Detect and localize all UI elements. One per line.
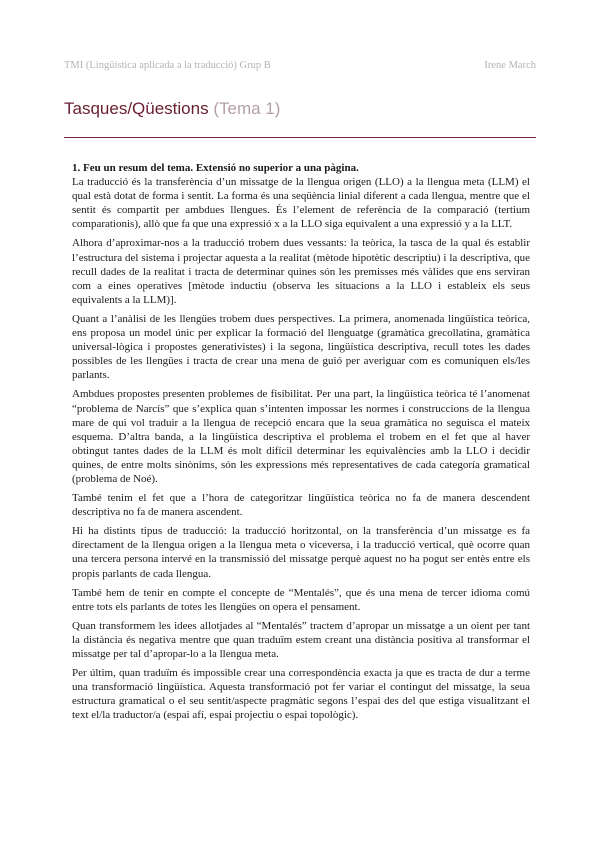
title-divider [64, 137, 536, 138]
paragraph: Quant a l’anàlisi de les llengües trobem dues perspectives. La primera, anomenada lingüística teòrica, ens proposa un model únic per explicar la formació del llenguatge (gramàtica grecollatina, gramàtica universal-lògica i propostes generativistes) i la segona, lingüística descriptiva, recull totes les dades possibles de les llengües i tracta de crear una mena de guió per averiguar com es comuniquen els/les parlants. [72, 312, 530, 382]
paragraph: També tenim el fet que a l’hora de categoritzar lingüística teòrica no fa de manera descendent descriptiva no fa de manera ascendent. [72, 492, 530, 519]
header-author: Irene March [484, 60, 536, 71]
paragraph: La traducció és la transferència d’un missatge de la llengua origen (LLO) a la llengua meta (LLM) el qual està dotat de forma i sentit. La forma és una seqüència linial diferent a cada llengua, mentre que el sentit és compartit per ambdues llengues. És l’element de referència de la comparació (tertium comparationis), allò que fa que una expressió x a la LLO siga equivalent a una expressió y a la LLT. [72, 176, 530, 231]
title-subtitle: (Tema 1) [213, 99, 281, 118]
section-heading: 1. Feu un resum del tema. Extensió no superior a una pàgina. [72, 162, 359, 174]
paragraph: Ambdues propostes presenten problemes de fisibilitat. Per una part, la lingüística teòrica té l’anomenat “problema de Narcís” que s’explica quan s’intenten impossar les normes i construccions de la llengua mare de qui vol traduir a la llengua de recepció encara que la seua gramàtica no seguisca el mateix esquema. D’altra banda, a la lingüística descriptiva el problema el trobem en el fet que al haver obtingut tantes dades de la LLM és molt difícil determinar les equivalències amb la LLO i decidir quines, de entre molts sinònims, són les expressions més representatives de cada categoría gramatical (problema de Noé). [72, 388, 530, 485]
page-header [64, 60, 536, 71]
header-course: TMI (Lingüística aplicada a la traducció) Grup B [64, 60, 271, 71]
document-title [64, 99, 526, 119]
paragraph: També hem de tenir en compte el concepte de “Mentalés”, que és una mena de tercer idioma comú entre tots els parlants de totes les llengües on opera el pensament. [72, 586, 530, 613]
paragraph: Alhora d’aproximar-nos a la traducció trobem dues vessants: la teòrica, la tasca de la qual és establir l’estructura del sistema i projectar aquesta a la realitat (mètode hipotètic descriptiu) i la descriptiva, que recull dades de la realitat i tracta de determinar quines són les premisses més vàlides que ens serviran com a eines operatives [mètode inductiu (observa les situacions a la LLO i estableix els seus equivalents a la LLM)]. [72, 237, 530, 306]
title-main: Tasques/Qüestions [64, 99, 209, 118]
document-body [72, 161, 530, 727]
paragraph: Per últim, quan traduïm és impossible crear una correspondència exacta ja que es tracta de dur a terme una transformació lingüística. Aquesta transformació pot fer variar el contingut del missatge, la seua estructura gramatical o el seu sentit/aspecte pragmàtic segons l’espai des del que estiga visualitzant el text el/la traductor/a (espai afí, espai projectiu o espai topològic). [72, 667, 530, 722]
paragraph: Hi ha distints tipus de traducció: la traducció horitzontal, on la transferència d’un missatge es fa directament de la llengua origen a la llengua meta o viceversa, i la traducció vertical, què ocorre quan una tercera persona intervé en la transmissió del missatge perquè aquest no ha pogut ser entès entre els propis parlants de cada llengua. [72, 525, 530, 580]
paragraph: Quan transformem les idees allotjades al “Mentalés” tractem d’apropar un missatge a un oient per tant la distància és negativa mentre que quan traduïm estem creant una distància positiva al transformar el missatge per tal d’apropar-lo a la llengua meta. [72, 619, 530, 660]
